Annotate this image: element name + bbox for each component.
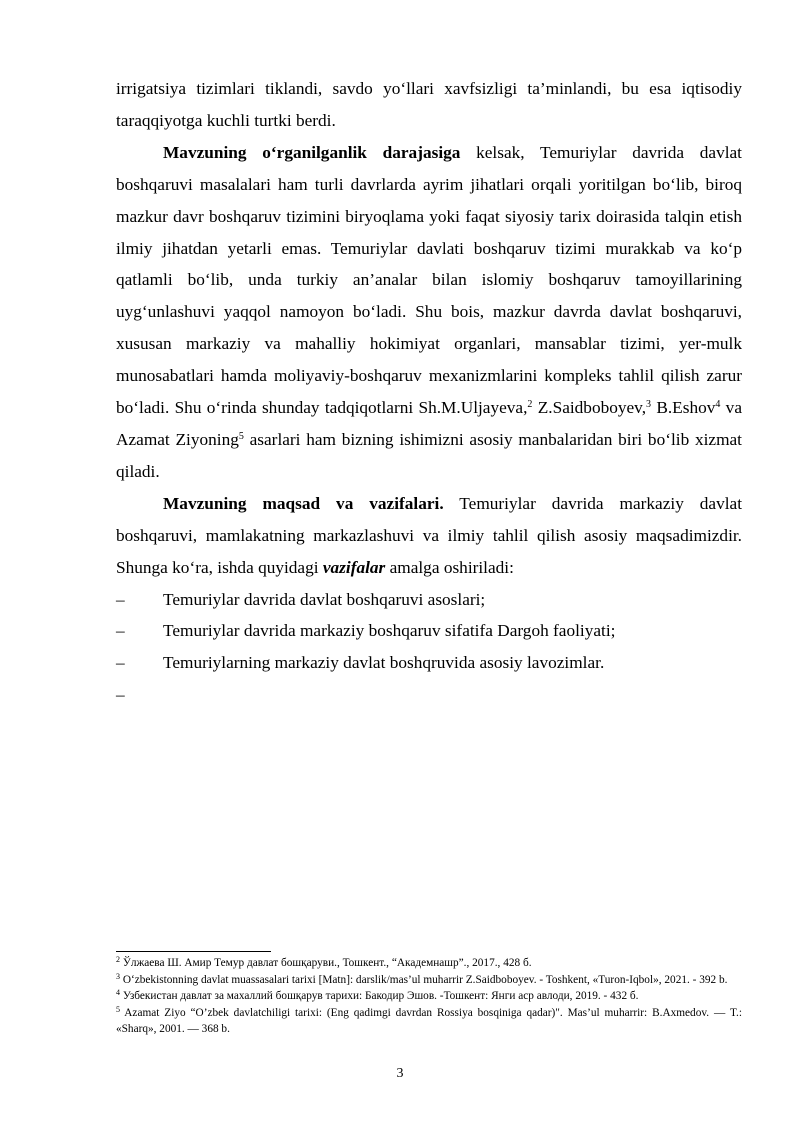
footnote-4 bbox=[116, 988, 742, 1005]
footnote-text: O‘zbekistonning davlat muassasalari tarixi [Matn]: darslik/mas’ul muharrir Z.Saidboboyev. - Toshkent, «Turon-Iqbol», 2021. - 392 b. bbox=[120, 973, 728, 986]
footnote-text: Ўлжаева Ш. Амир Темур давлат бошқаруви., Тошкент., “Академнашр”., 2017., 428 б. bbox=[120, 957, 532, 969]
footnotes bbox=[116, 955, 742, 1038]
section-heading-study-level: Mavzuning o‘rganilganlik darajasiga bbox=[163, 142, 461, 162]
page-number: 3 bbox=[396, 1066, 404, 1081]
list-item bbox=[116, 679, 742, 711]
footnote-number: 2 bbox=[116, 955, 120, 964]
reference-eshov: B.Eshov bbox=[651, 398, 716, 418]
footnote-mark-4[interactable]: 4 bbox=[715, 399, 721, 411]
list-item bbox=[116, 584, 742, 616]
paragraph-text: asarlari ham bizning ishimizni asosiy manbalaridan biri bo‘lib xizmat qiladi. bbox=[116, 429, 742, 481]
reference-saidboboyev: Z.Saidboboyev, bbox=[532, 398, 647, 418]
footnote-mark-3[interactable]: 3 bbox=[646, 399, 652, 411]
dash-bullet: – bbox=[116, 685, 125, 705]
footnote-mark-2[interactable]: 2 bbox=[527, 399, 533, 411]
list-item-text: Temuriylar davrida markaziy boshqaruv sifatifa Dargoh faoliyati; bbox=[163, 621, 616, 641]
reference-ziyo: va Azamat Ziyoning bbox=[116, 398, 742, 449]
footnote-number: 4 bbox=[116, 988, 120, 997]
paragraph-study-level bbox=[116, 137, 742, 488]
footnote-text: Узбекистан давлат за махаллий бошқарув тарихи: Бакодир Эшов. -Тошкент: Янги аср авлоди, 2019. - 432 б. bbox=[120, 990, 639, 1002]
dash-bullet: – bbox=[116, 589, 125, 609]
list-item bbox=[116, 647, 742, 679]
footnote-5 bbox=[116, 1005, 742, 1038]
paragraph-intro-continuation bbox=[116, 73, 742, 137]
paragraph-text: amalga oshiriladi: bbox=[385, 557, 514, 577]
footnote-number: 3 bbox=[116, 971, 120, 981]
dash-bullet: – bbox=[116, 653, 125, 673]
reference-uljayeva: Sh.M.Uljayeva, bbox=[418, 398, 528, 418]
footnote-number: 5 bbox=[116, 1004, 120, 1014]
footnote-separator bbox=[116, 951, 271, 952]
list-item bbox=[116, 615, 742, 647]
footnote-3 bbox=[116, 972, 742, 989]
paragraph-text: Temuriylar davrida markaziy davlat boshqaruvi, mamlakatning markazlashuvi va ilmiy tahlil qilish asosiy maqsadimizdir. Shunga ko‘ra, ishda quyidagi bbox=[116, 493, 742, 577]
list-item-text: Temuriylarning markaziy davlat boshqruvida asosiy lavozimlar. bbox=[163, 653, 605, 673]
list-item-text: Temuriylar davrida davlat boshqaruvi asoslari; bbox=[163, 589, 486, 609]
emphasis-tasks: vazifalar bbox=[322, 557, 386, 577]
dash-bullet: – bbox=[116, 621, 125, 641]
body-text bbox=[116, 73, 742, 711]
paragraph-text: kelsak, Temuriylar davrida davlat boshqaruvi masalalari ham turli davrlarda ayrim jihatlari orqali yoritilgan bo‘lib, biroq mazkur davr boshqaruv tizimini biryoqlama yoki faqat siyosiy tarix doirasida talqin etish ilmiy jihatdan yetarli emas. Temuriylar davlati boshqaruv tizimi murakkab va ko‘p qatlamli bo‘lib, unda turkiy an’analar bilan islomiy boshqaruv tamoyillarining uyg‘unlashuvi yaqqol namoyon bo‘ladi. Shu bois, mazkur davrda davlat boshqaruvi, xususan markaziy va mahalliy hokimiyat organlari, mansablar tizimi, yer-mulk munosabatlari hamda moliyaviy-boshqaruv mexanizmlarini kompleks tahlil qilish zarur bo‘ladi. Shu o‘rinda shunday tadqiqotlarni bbox=[116, 142, 742, 418]
footnote-mark-5[interactable]: 5 bbox=[238, 430, 244, 442]
section-heading-goals: Mavzuning maqsad va vazifalari. bbox=[163, 493, 444, 513]
footnote-2 bbox=[116, 955, 742, 972]
footnote-text: Azamat Ziyo “O’zbek davlatchiligi tarixi: (Eng qadimgi davrdan Rossiya bosqiniga qadar)". Mas’ul muharrir: B.Axmedov. — T.: «Sharq», 2001. — 368 b. bbox=[116, 1006, 742, 1035]
paragraph-goals-tasks bbox=[116, 488, 742, 584]
task-list bbox=[116, 584, 742, 712]
paragraph-text: irrigatsiya tizimlari tiklandi, savdo yo‘llari xavfsizligi ta’minlandi, bu esa iqtisodiy taraqqiyotga kuchli turtki berdi. bbox=[116, 79, 742, 130]
